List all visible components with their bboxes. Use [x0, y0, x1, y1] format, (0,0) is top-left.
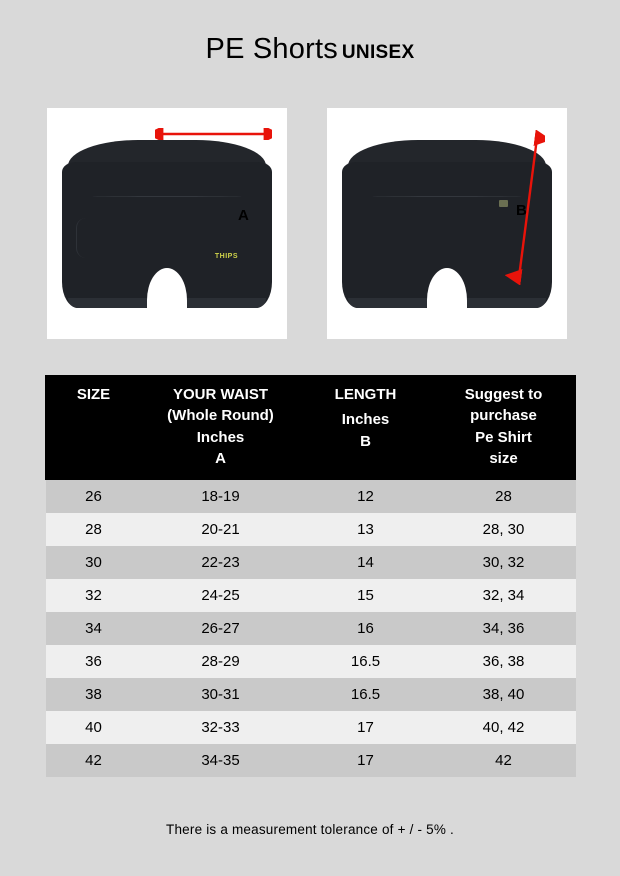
cell-shirt: 42 [432, 744, 576, 777]
cell-size: 38 [46, 678, 142, 711]
cell-shirt: 34, 36 [432, 612, 576, 645]
column-header-suggested-shirt [432, 376, 576, 480]
cell-size: 26 [46, 480, 142, 514]
brand-logo: THIPS [214, 253, 238, 260]
cell-waist: 26-27 [142, 612, 300, 645]
cell-waist: 28-29 [142, 645, 300, 678]
cell-size: 28 [46, 513, 142, 546]
cell-shirt: 30, 32 [432, 546, 576, 579]
header-line: Inches [341, 411, 390, 429]
table-row [46, 645, 576, 678]
product-photos [0, 108, 620, 340]
table-row [46, 678, 576, 711]
header-line: size [489, 449, 518, 467]
table-row [46, 546, 576, 579]
column-header-waist [142, 376, 300, 480]
hem-right [180, 298, 266, 308]
pocket-seam [76, 218, 103, 258]
cell-length: 16.5 [300, 645, 432, 678]
cell-waist: 18-19 [142, 480, 300, 514]
cell-length: 17 [300, 711, 432, 744]
cell-waist: 32-33 [142, 711, 300, 744]
header-line: B [360, 432, 371, 450]
cell-shirt: 28 [432, 480, 576, 514]
cell-shirt: 28, 30 [432, 513, 576, 546]
cell-shirt: 32, 34 [432, 579, 576, 612]
cell-length: 17 [300, 744, 432, 777]
cell-waist: 34-35 [142, 744, 300, 777]
table-row [46, 513, 576, 546]
cell-size: 30 [46, 546, 142, 579]
cell-waist: 24-25 [142, 579, 300, 612]
cell-size: 32 [46, 579, 142, 612]
cell-size: 42 [46, 744, 142, 777]
seam-line [372, 196, 522, 197]
table-header-row [46, 376, 576, 480]
cell-length: 14 [300, 546, 432, 579]
header-line: YOUR WAIST [172, 386, 268, 403]
hem-left [68, 298, 154, 308]
cell-shirt: 38, 40 [432, 678, 576, 711]
cell-length: 16 [300, 612, 432, 645]
header-line: Suggest to [464, 386, 543, 403]
cell-size: 36 [46, 645, 142, 678]
column-header-length [300, 376, 432, 480]
cell-length: 13 [300, 513, 432, 546]
title-main: PE Shorts [205, 33, 338, 65]
cell-length: 15 [300, 579, 432, 612]
header-line: Inches [196, 428, 245, 446]
page-title [0, 0, 620, 66]
header-line: SIZE [76, 386, 111, 403]
shorts-front-illustration [60, 140, 274, 308]
header-line: LENGTH [334, 386, 397, 403]
cell-length: 12 [300, 480, 432, 514]
tolerance-footnote: There is a measurement tolerance of + / - 5% . [166, 822, 454, 837]
hem-left [348, 298, 434, 308]
cell-shirt: 36, 38 [432, 645, 576, 678]
table-row [46, 711, 576, 744]
cell-length: 16.5 [300, 678, 432, 711]
cell-waist: 20-21 [142, 513, 300, 546]
measure-label-b: B [516, 202, 527, 219]
header-line: A [215, 449, 226, 467]
size-table [45, 375, 576, 777]
crotch-cutout [427, 268, 467, 314]
table-row [46, 579, 576, 612]
measure-label-a: A [238, 207, 249, 224]
column-header-size [46, 376, 142, 480]
table-row [46, 744, 576, 777]
shorts-body [62, 162, 272, 308]
header-line: (Whole Round) [167, 407, 274, 425]
horizontal-double-arrow-icon [155, 128, 272, 140]
cell-size: 34 [46, 612, 142, 645]
cell-waist: 30-31 [142, 678, 300, 711]
header-line: purchase [470, 407, 537, 425]
table-row [46, 612, 576, 645]
hem-right [460, 298, 546, 308]
cell-size: 40 [46, 711, 142, 744]
title-subtitle: UNISEX [341, 42, 415, 63]
header-line: Pe Shirt [475, 428, 532, 446]
product-photo-back [327, 108, 567, 339]
seam-line [92, 196, 242, 197]
table-row [46, 480, 576, 514]
crotch-cutout [147, 268, 187, 314]
product-photo-front [47, 108, 287, 339]
cell-waist: 22-23 [142, 546, 300, 579]
cell-shirt: 40, 42 [432, 711, 576, 744]
